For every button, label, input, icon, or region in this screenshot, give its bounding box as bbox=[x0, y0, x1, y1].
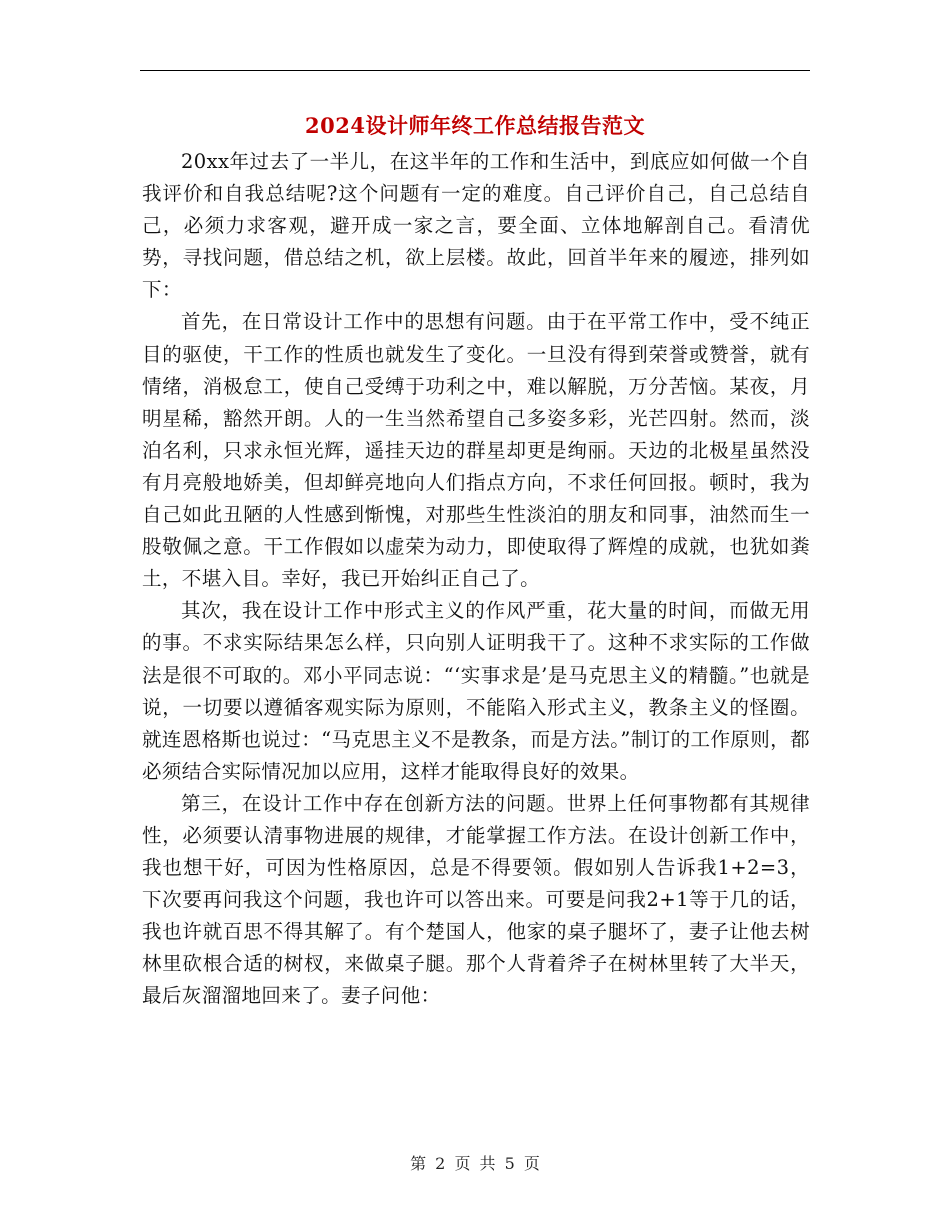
page-footer: 第 2 页 共 5 页 bbox=[410, 1154, 540, 1173]
header-rule bbox=[140, 70, 810, 71]
document-body bbox=[142, 146, 810, 1013]
paragraph-1: 20xx年过去了一半儿，在这半年的工作和生活中，到底应如何做一个自我评价和自我总结呢?这个问题有一定的难度。自己评价自己，自己总结自己，必须力求客观，避开成一家之言，要全面、立体地解剖自己。看清优势，寻找问题，借总结之机，欲上层楼。故此，回首半年来的履迹，排列如下： bbox=[142, 150, 810, 302]
document-title: 2024设计师年终工作总结报告范文 bbox=[305, 113, 645, 138]
paragraph-4: 第三，在设计工作中存在创新方法的问题。世界上任何事物都有其规律性，必须要认清事物进展的规律，才能掌握工作方法。在设计创新工作中，我也想干好，可因为性格原因，总是不得要领。假如别人告诉我1+2=3，下次要再问我这个问题，我也许可以答出来。可要是问我2+1等于几的话，我也许就百思不得其解了。有个楚国人，他家的桌子腿坏了，妻子让他去树林里砍根合适的树杈，来做桌子腿。那个人背着斧子在树林里转了大半天，最后灰溜溜地回来了。妻子问他： bbox=[142, 791, 810, 1008]
paragraph-3: 其次，我在设计工作中形式主义的作风严重，花大量的时间，而做无用的事。不求实际结果怎么样，只向别人证明我干了。这种不求实际的工作做法是很不可取的。邓小平同志说：“‘实事求是’是马克思主义的精髓。”也就是说，一切要以遵循客观实际为原则，不能陷入形式主义，教条主义的怪圈。就连恩格斯也说过：“马克思主义不是教条，而是方法。”制订的工作原则，都必须结合实际情况加以应用，这样才能取得良好的效果。 bbox=[142, 599, 810, 783]
paragraph-2: 首先，在日常设计工作中的思想有问题。由于在平常工作中，受不纯正目的驱使，干工作的性质也就发生了变化。一旦没有得到荣誉或赞誉，就有情绪，消极怠工，使自己受缚于功利之中，难以解脱，万分苦恼。某夜，月明星稀，豁然开朗。人的一生当然希望自己多姿多彩，光芒四射。然而，淡泊名利，只求永恒光辉，遥挂天边的群星却更是绚丽。天边的北极星虽然没有月亮般地娇美，但却鲜亮地向人们指点方向，不求任何回报。顿时，我为自己如此丑陋的人性感到惭愧，对那些生性淡泊的朋友和同事，油然而生一股敬佩之意。干工作假如以虚荣为动力，即使取得了辉煌的成就，也犹如粪土，不堪入目。幸好，我已开始纠正自己了。 bbox=[142, 310, 810, 591]
